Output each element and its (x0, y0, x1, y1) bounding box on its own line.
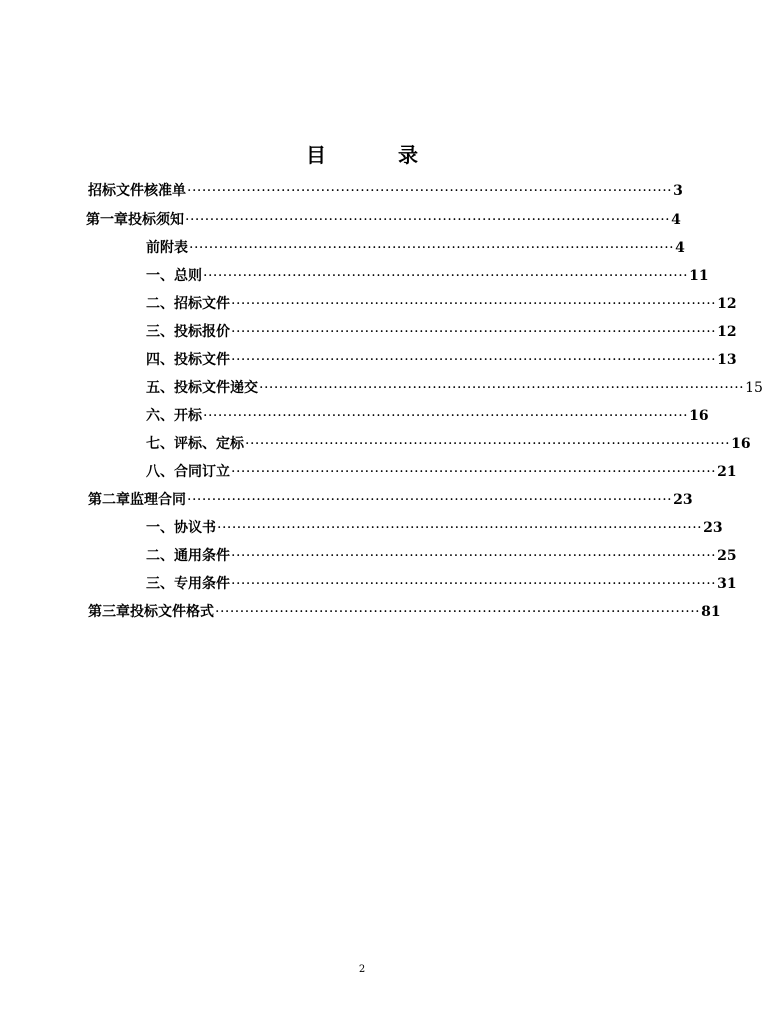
toc-entry-bid-docs[interactable] (146, 349, 737, 371)
toc-entry-page: 11 (689, 268, 709, 284)
toc-entry-page: 81 (701, 604, 721, 620)
toc-entry-page: 16 (689, 408, 709, 424)
toc-entry-page: 16 (731, 436, 751, 452)
toc-entry-page: 31 (717, 576, 737, 592)
toc-leader-dots: ·································································································· (203, 268, 689, 284)
toc-entry-general[interactable] (146, 265, 709, 287)
toc-leader-dots: ·································································································· (231, 464, 717, 480)
toc-leader-dots: ·································································································· (187, 183, 673, 199)
toc-entry-chapter-1[interactable] (86, 209, 681, 231)
toc-chapter-label: 第三章 (88, 604, 130, 620)
toc-entry-label: 二、通用条件 (146, 548, 230, 564)
toc-leader-dots: ·································································································· (187, 492, 673, 508)
toc-entry-label: 七、评标、定标 (146, 436, 244, 452)
toc-entry-evaluation[interactable] (146, 433, 751, 455)
toc-entry-page: 12 (717, 296, 737, 312)
toc-leader-dots: ·································································································· (189, 240, 675, 256)
toc-entry-label: 六、开标 (146, 408, 202, 424)
toc-entry-chapter-3[interactable] (88, 601, 721, 623)
toc-leader-dots: ·································································································· (217, 520, 703, 536)
toc-entry-label: 投标文件格式 (130, 604, 214, 620)
toc-entry-page: 12 (717, 324, 737, 340)
toc-entry-page: 23 (673, 492, 693, 508)
toc-leader-dots: ·································································································· (185, 212, 671, 228)
toc-leader-dots: ·································································································· (215, 604, 701, 620)
toc-entry-label: 前附表 (146, 240, 188, 256)
toc-entry-label: 一、总则 (146, 268, 202, 284)
toc-entry-page: 21 (717, 464, 737, 480)
toc-entry-label: 八、合同订立 (146, 464, 230, 480)
toc-leader-dots: ·································································································· (231, 296, 717, 312)
toc-entry-front-table[interactable] (146, 237, 685, 259)
toc-entry-contract-signing[interactable] (146, 461, 737, 483)
toc-leader-dots: ·································································································· (259, 380, 745, 396)
toc-entry-label: 一、协议书 (146, 520, 216, 536)
toc-entry-label: 二、招标文件 (146, 296, 230, 312)
title-left-char: 目 (306, 143, 326, 167)
page-number: 2 (358, 964, 366, 975)
toc-leader-dots: ·································································································· (231, 548, 717, 564)
toc-entry-label: 五、投标文件递交 (146, 380, 258, 396)
toc-entry-page: 23 (703, 520, 723, 536)
toc-entry-label: 三、专用条件 (146, 576, 230, 592)
toc-entry-general-terms[interactable] (146, 545, 737, 567)
toc-entry-page: 13 (717, 352, 737, 368)
toc-chapter-label: 第一章 (86, 212, 128, 228)
toc-leader-dots: ·································································································· (231, 576, 717, 592)
toc-entry-bid-quote[interactable] (146, 321, 737, 343)
toc-entry-label: 招标文件核准单 (88, 183, 186, 199)
title-right-char: 录 (398, 143, 418, 167)
toc-entry-page: 25 (717, 548, 737, 564)
toc-entry-page: 3 (673, 183, 683, 199)
toc-entry-label: 监理合同 (130, 492, 186, 508)
toc-entry-approval[interactable] (88, 180, 683, 202)
toc-entry-label: 三、投标报价 (146, 324, 230, 340)
toc-leader-dots: ·································································································· (231, 352, 717, 368)
toc-entry-bid-opening[interactable] (146, 405, 709, 427)
toc-entry-page: 4 (675, 240, 685, 256)
toc-entry-page: 4 (671, 212, 681, 228)
toc-chapter-label: 第二章 (88, 492, 130, 508)
toc-entry-page: 15 (745, 380, 763, 396)
toc-leader-dots: ·································································································· (203, 408, 689, 424)
toc-entry-label: 四、投标文件 (146, 352, 230, 368)
page-title (0, 139, 724, 168)
toc-entry-tender-docs[interactable] (146, 293, 737, 315)
toc-entry-agreement[interactable] (146, 517, 723, 539)
toc-entry-special-terms[interactable] (146, 573, 737, 595)
toc-entry-bid-submission[interactable] (146, 377, 763, 399)
toc-leader-dots: ·································································································· (245, 436, 731, 452)
toc-leader-dots: ·································································································· (231, 324, 717, 340)
toc-entry-label: 投标须知 (128, 212, 184, 228)
toc-entry-chapter-2[interactable] (88, 489, 693, 511)
